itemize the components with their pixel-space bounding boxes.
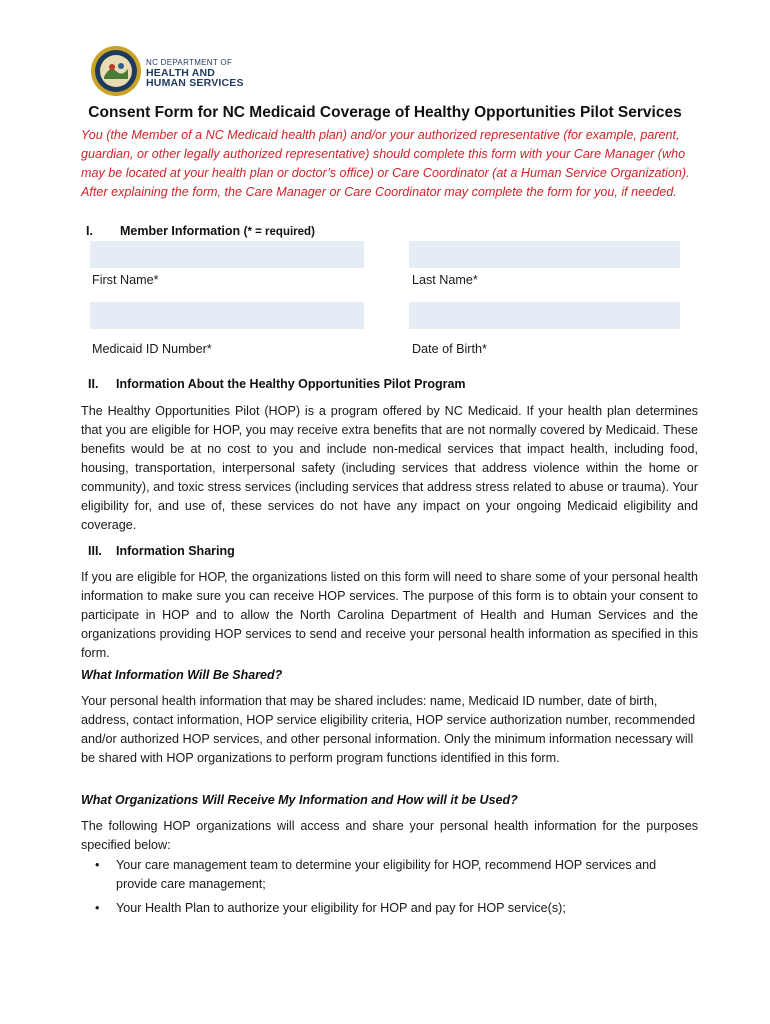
what-orgs-receive-heading: What Organizations Will Receive My Information and How will it be Used? [81,793,518,807]
what-info-shared-body: Your personal health information that may be shared includes: name, Medicaid ID number, date of birth, address, contact information, HOP service eligibility criteria, HOP service authorization number, recommended and/or authorized HOP services, and other personal information. Only the minimum information necessary will be shared with HOP organizations to perform program functions identified in this form. [81,694,696,765]
dept-line-2: HEALTH AND [146,67,216,79]
dept-line-1: NC DEPARTMENT OF [146,58,233,67]
medicaid-id-label: Medicaid ID Number* [92,342,212,356]
date-of-birth-input[interactable] [409,302,680,329]
section-3-title: Information Sharing [116,544,235,558]
section-3-heading [88,544,235,558]
last-name-input[interactable] [409,241,680,268]
section-1-number: I. [86,224,93,238]
bullet-text: Your Health Plan to authorize your eligibility for HOP and pay for HOP service(s); [116,901,566,915]
first-name-input[interactable] [90,241,364,268]
last-name-label: Last Name* [412,273,478,287]
section-1-title: Member Information [120,224,241,238]
date-of-birth-label: Date of Birth* [412,342,487,356]
list-item [95,856,698,894]
required-note: (* = required) [243,226,315,238]
form-title: Consent Form for NC Medicaid Coverage of Healthy Opportunities Pilot Services [88,104,682,121]
what-orgs-receive-body: The following HOP organizations will access and share your personal health information for the purposes specified below: [81,819,698,852]
medicaid-id-input[interactable] [90,302,364,329]
section-3-body: If you are eligible for HOP, the organizations listed on this form will need to share some of your personal health information to make sure you can receive HOP services. The purpose of this form is to obtain your consent to participate in HOP and to allow the North Carolina Department of Health and Human Services and the organizations providing HOP services to send and receive your personal health information as specified in this form. [81,570,698,660]
section-2-body: The Healthy Opportunities Pilot (HOP) is a program offered by NC Medicaid. If your health plan determines that you are eligible for HOP, you may receive extra benefits that are not normally covered by Medicaid. These benefits would be at no cost to you and include non-medical services that impact health, including food, housing, transportation, interpersonal safety (including services that address violence within the home or community), and toxic stress services (including services that address stress related to abuse or trauma). Your eligibility for, and use of, these services do not have any impact on your ongoing Medicaid eligibility and coverage. [81,404,698,532]
what-info-shared-heading: What Information Will Be Shared? [81,668,283,682]
intro-instructions: You (the Member of a NC Medicaid health plan) and/or your authorized representative (for example, parent, guardian, or other legally authorized representative) should complete this form with your Care Manager (who may be located at your health plan or doctor’s office) or Care Coordinator (at a Human Service Organization). After explaining the form, the Care Manager or Care Coordinator may complete the form for you, if needed. [81,128,690,199]
department-name [146,58,244,88]
section-2-number: II. [88,377,99,391]
bullet-text: Your care management team to determine your eligibility for HOP, recommend HOP services and provide care management; [116,858,657,891]
section-1-heading [86,224,315,238]
bullet-glyph: • [95,901,100,915]
section-2-title: Information About the Healthy Opportunities Pilot Program [116,377,466,391]
section-3-number: III. [88,544,102,558]
dept-line-3: HUMAN SERVICES [146,77,244,89]
section-2-heading [88,377,466,391]
bullet-glyph: • [95,858,100,872]
list-item [95,899,698,918]
ncdhhs-seal-logo [90,45,142,97]
first-name-label: First Name* [92,273,159,287]
